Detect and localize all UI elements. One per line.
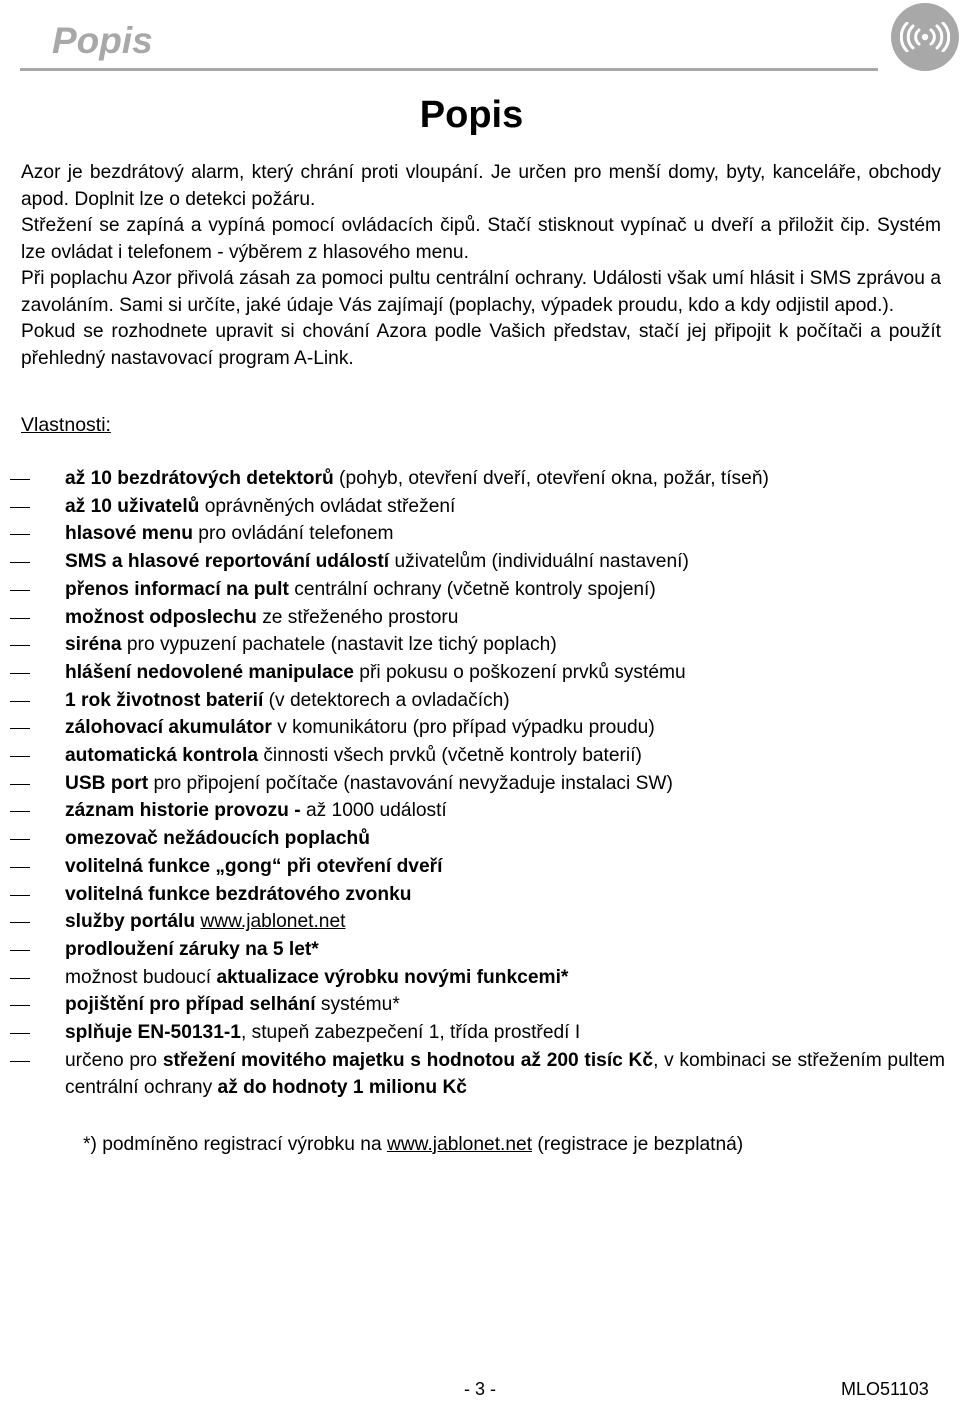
feature-bold: volitelná funkce „gong“ při otevření dveří <box>65 855 443 877</box>
page-title: Popis <box>419 94 524 136</box>
document-code: MLO51103 <box>841 1379 929 1399</box>
intro-paragraph: Pokud se rozhodnete upravit si chování Azora podle Vašich představ, stačí jej připojit k počítači a použít přehledný nastavovací program A-Link. <box>21 321 941 369</box>
feature-item <box>0 908 945 936</box>
feature-item <box>0 465 945 493</box>
feature-item <box>0 631 945 659</box>
list-dash <box>10 811 30 812</box>
feature-item <box>0 853 945 881</box>
feature-item <box>0 797 945 825</box>
list-dash <box>10 756 30 757</box>
list-dash <box>10 728 30 729</box>
feature-bold: 1 rok životnost baterií <box>65 689 264 711</box>
intro-paragraph: Azor je bezdrátový alarm, který chrání proti vloupání. Je určen pro menší domy, byty, kanceláře, obchody apod. Doplnit lze o detekci požáru. <box>21 162 941 210</box>
list-dash <box>10 950 30 951</box>
feature-text: až 1000 událostí <box>300 800 447 822</box>
feature-text: uživatelům (individuální nastavení) <box>389 551 689 573</box>
feature-text: činnosti všech prvků (včetně kontroly baterií) <box>258 745 642 767</box>
list-dash <box>10 867 30 868</box>
feature-item <box>0 548 945 576</box>
feature-bold: USB port <box>65 772 149 794</box>
feature-bold: splňuje EN-50131-1 <box>65 1022 241 1044</box>
list-dash <box>10 895 30 896</box>
feature-bold: zálohovací akumulátor <box>65 717 272 739</box>
feature-item <box>0 714 945 742</box>
feature-bold: přenos informací na pult <box>65 578 289 600</box>
feature-text: ze střeženého prostoru <box>256 606 459 628</box>
feature-item <box>0 936 945 964</box>
feature-bold: až 10 uživatelů <box>65 495 200 517</box>
list-dash <box>10 784 30 785</box>
feature-bold: SMS a hlasové reportování událostí <box>65 551 390 573</box>
list-dash <box>10 562 30 563</box>
intro-paragraph: Střežení se zapíná a vypíná pomocí ovládacích čipů. Stačí stisknout vypínač u dveří a přiložit čip. Systém lze ovládat i telefonem - výběrem z hlasového menu. <box>21 215 941 263</box>
feature-item <box>0 520 945 548</box>
feature-text: pro připojení počítače (nastavování nevyžaduje instalaci SW) <box>148 772 673 794</box>
feature-text: možnost budoucí <box>65 966 217 988</box>
page-number: - 3 - <box>464 1379 497 1399</box>
feature-item <box>0 825 945 853</box>
feature-text: , stupeň zabezpečení 1, třída prostředí I <box>240 1022 581 1044</box>
header-divider <box>20 68 878 71</box>
feature-bold: záznam historie provozu - <box>65 800 301 822</box>
intro-text <box>21 160 941 372</box>
properties-heading: Vlastnosti: <box>21 414 111 436</box>
feature-item <box>0 493 945 521</box>
footnote <box>83 1134 743 1156</box>
feature-text: systému* <box>315 994 400 1016</box>
footnote-text: (registrace je bezplatná) <box>532 1134 744 1155</box>
feature-bold: pojištění pro případ selhání <box>65 994 316 1016</box>
feature-bold: možnost odposlechu <box>65 606 257 628</box>
list-dash <box>10 701 30 702</box>
list-dash <box>10 1061 30 1062</box>
feature-bold: omezovač nežádoucích poplachů <box>65 828 370 850</box>
feature-item <box>0 991 945 1019</box>
feature-text: centrální ochrany (včetně kontroly spojení) <box>288 578 656 600</box>
feature-bold: siréna <box>65 634 122 656</box>
list-dash <box>10 1005 30 1006</box>
list-dash <box>10 978 30 979</box>
feature-item <box>0 881 945 909</box>
footnote-text: *) podmíněno registrací výrobku na <box>83 1134 387 1155</box>
feature-text: pro vypuzení pachatele (nastavit lze tichý poplach) <box>121 634 557 656</box>
header-section-title: Popis <box>52 20 153 61</box>
list-dash <box>10 534 30 535</box>
wireless-signal-icon <box>891 3 959 71</box>
feature-item <box>0 659 945 687</box>
list-dash <box>10 618 30 619</box>
list-dash <box>10 1033 30 1034</box>
feature-bold: automatická kontrola <box>65 745 258 767</box>
feature-item <box>0 687 945 715</box>
feature-item <box>0 576 945 604</box>
feature-bold: hlášení nedovolené manipulace <box>65 661 354 683</box>
feature-bold: střežení movitého majetku s hodnotou až 200 tisíc Kč <box>162 1049 654 1071</box>
feature-text: (v detektorech a ovladačích) <box>263 689 510 711</box>
list-dash <box>10 590 30 591</box>
feature-item <box>0 964 945 992</box>
list-dash <box>10 645 30 646</box>
feature-item <box>0 770 945 798</box>
feature-text: oprávněných ovládat střežení <box>199 495 456 517</box>
feature-text: , v kombinaci se střežením pultem centrální ochrany <box>65 1049 945 1099</box>
feature-text: při pokusu o poškození prvků systému <box>353 661 686 683</box>
feature-bold: aktualizace výrobku novými funkcemi* <box>216 966 569 988</box>
feature-item <box>0 1047 945 1102</box>
feature-text: v komunikátoru (pro případ výpadku proudu) <box>271 717 655 739</box>
feature-text: určeno pro <box>65 1049 163 1071</box>
feature-bold: až 10 bezdrátových detektorů <box>65 468 334 489</box>
feature-bold: služby portálu <box>65 911 196 933</box>
feature-item <box>0 604 945 632</box>
list-dash <box>10 922 30 923</box>
feature-bold: až do hodnoty 1 milionu Kč <box>217 1077 467 1099</box>
list-dash <box>10 507 30 508</box>
feature-bold: volitelná funkce bezdrátového zvonku <box>65 883 412 905</box>
feature-list <box>0 465 945 1102</box>
list-dash <box>10 479 30 480</box>
feature-text: (pohyb, otevření dveří, otevření okna, požár, tíseň) <box>333 468 769 489</box>
feature-text: pro ovládání telefonem <box>192 523 394 545</box>
feature-bold: hlasové menu <box>65 523 193 545</box>
list-dash <box>10 673 30 674</box>
feature-link[interactable]: www.jablonet.net <box>200 911 346 933</box>
footnote-link[interactable]: www.jablonet.net <box>386 1134 533 1155</box>
intro-paragraph: Při poplachu Azor přivolá zásah za pomoci pultu centrální ochrany. Události však umí hlásit i SMS zprávou a zavoláním. Sami si určíte, jaké údaje Vás zajímají (poplachy, výpadek proudu, kdo a kdy odjistil apod.). <box>21 268 941 316</box>
feature-bold: prodloužení záruky na 5 let* <box>65 938 319 960</box>
list-dash <box>10 839 30 840</box>
feature-item <box>0 1019 945 1047</box>
feature-item <box>0 742 945 770</box>
